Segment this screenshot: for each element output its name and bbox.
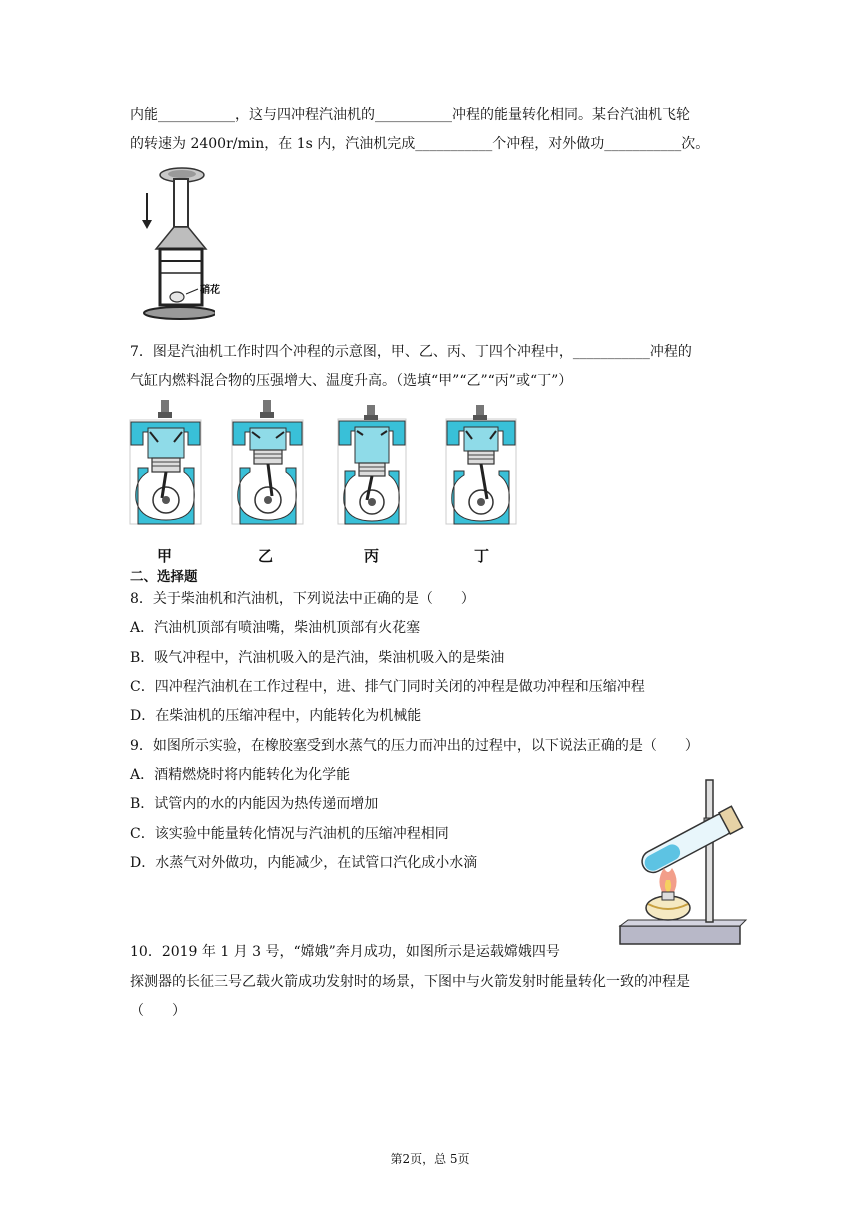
section-title: 二、选择题 xyxy=(130,569,198,585)
caption-ding: 丁 xyxy=(474,547,490,565)
q10-line-2: 探测器的长征三号乙载火箭成功发射时的场景，下图中与火箭发射时能量转化一致的冲程是 xyxy=(130,974,690,990)
q10-line-3: （ ） xyxy=(130,1003,186,1019)
cotton-label: 硝花 xyxy=(200,285,220,296)
q7-line-2: 气缸内燃料混合物的压强增大、温度升高。（选填“甲”“乙”“丙”或“丁”） xyxy=(130,373,573,389)
caption-jia: 甲 xyxy=(157,547,173,565)
page-footer: 第2页，总 5页 xyxy=(390,1152,470,1166)
q9-option-d: D．水蒸气对外做功，内能减少，在试管口汽化成小水滴 xyxy=(130,855,478,871)
q9-option-b: B．试管内的水的内能因为热传递而增加 xyxy=(130,796,379,812)
q8-stem: 8．关于柴油机和汽油机，下列说法中正确的是（ ） xyxy=(130,591,475,607)
engine-stroke-bing xyxy=(336,405,408,525)
piston-apparatus-figure xyxy=(130,165,215,327)
caption-bing: 丙 xyxy=(364,547,380,565)
q8-option-c: C．四冲程汽油机在工作过程中，进、排气门同时关闭的冲程是做功冲程和压缩冲程 xyxy=(130,679,645,695)
q8-option-d: D．在柴油机的压缩冲程中，内能转化为机械能 xyxy=(130,708,422,724)
caption-yi: 乙 xyxy=(258,547,274,565)
intro-line-1: 内能___________，这与四冲程汽油机的___________冲程的能量转化相同。某台汽油机飞轮 xyxy=(130,107,690,123)
q8-option-b: B．吸气冲程中，汽油机吸入的是汽油，柴油机吸入的是柴油 xyxy=(130,650,505,666)
q9-option-c: C．该实验中能量转化情况与汽油机的压缩冲程相同 xyxy=(130,826,449,842)
engine-stroke-yi xyxy=(230,400,305,525)
q7-line-1: 7．图是汽油机工作时四个冲程的示意图，甲、乙、丙、丁四个冲程中，___________冲程的 xyxy=(130,344,692,360)
intro-line-2: 的转速为 2400r/min，在 1s 内，汽油机完成___________个冲程，对外做功___________次。 xyxy=(130,136,710,152)
engine-stroke-ding xyxy=(444,405,518,525)
test-tube-experiment-figure xyxy=(618,776,752,948)
q8-option-a: A．汽油机顶部有喷油嘴，柴油机顶部有火花塞 xyxy=(130,620,421,636)
q10-line-1: 10．2019 年 1 月 3 号，“嫦娥”奔月成功，如图所示是运载嫦娥四号 xyxy=(130,944,560,960)
engine-stroke-jia xyxy=(128,400,203,525)
q9-stem: 9．如图所示实验，在橡胶塞受到水蒸气的压力而冲出的过程中，以下说法正确的是（ ） xyxy=(130,738,699,754)
q9-option-a: A．酒精燃烧时将内能转化为化学能 xyxy=(130,767,351,783)
